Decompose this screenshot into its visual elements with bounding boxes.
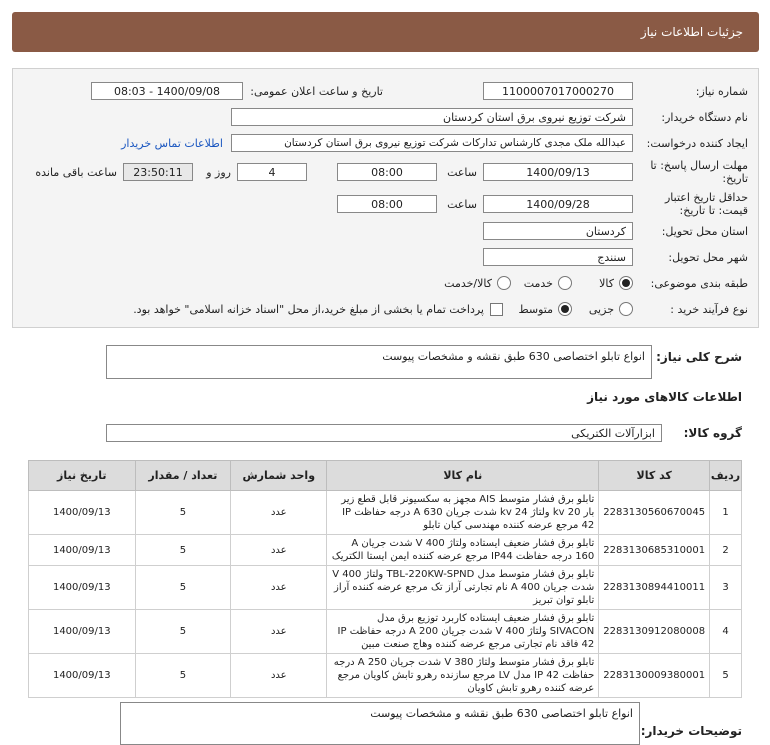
process-label: نوع فرآیند خرید : [670, 302, 748, 316]
cell-unit: عدد [231, 610, 327, 654]
need-number-field[interactable]: 1100007017000270 [483, 82, 633, 100]
category-label: طبقه بندی موضوعی: [650, 276, 748, 290]
goods-group-field[interactable]: ابزارآلات الکتریکی [106, 424, 662, 442]
table-row [29, 610, 742, 654]
process-option-minor-label: جزیی [588, 302, 614, 316]
cell-code: 2283130560670045 [599, 491, 710, 535]
cell-unit: عدد [231, 535, 327, 566]
process-radio-minor[interactable] [619, 302, 633, 316]
cell-name: تابلو برق فشار متوسط AIS مجهز به سکسیونر قابل قطع زیر بار kv 20 ولتاژ kv 24 شدت جریان A 630 درجه حفاظت IP 42 مرجع عرضه کننده مهندسی کیان تابلو [327, 491, 599, 535]
deadline-row [35, 157, 748, 187]
cell-row-number: 1 [710, 491, 742, 535]
days-label: روز و [206, 165, 231, 179]
announce-field[interactable]: 1400/09/08 - 08:03 [91, 82, 243, 100]
days-field[interactable]: 4 [237, 163, 307, 181]
cell-quantity: 5 [135, 654, 231, 698]
treasury-payment-checkbox[interactable] [490, 303, 503, 316]
need-number-row [23, 81, 748, 101]
col-header-quantity: تعداد / مقدار [135, 461, 231, 491]
deadline-time-label: ساعت [447, 165, 477, 179]
cell-date: 1400/09/13 [29, 654, 136, 698]
category-option-goods-label: کالا [599, 276, 614, 290]
goods-table-header [29, 461, 742, 491]
province-field[interactable]: کردستان [483, 222, 633, 240]
validity-label-line2: قیمت: تا تاریخ: [679, 204, 748, 217]
buyer-notes-field[interactable]: انواع تابلو اختصاصی 630 طبق نقشه و مشخصات پیوست [120, 702, 640, 745]
buyer-field[interactable]: شرکت توزیع نیروی برق استان کردستان [231, 108, 633, 126]
cell-row-number: 3 [710, 566, 742, 610]
category-radio-service[interactable] [558, 276, 572, 290]
creator-label: ایجاد کننده درخواست: [646, 136, 748, 150]
cell-row-number: 4 [710, 610, 742, 654]
table-row [29, 566, 742, 610]
validity-row [337, 189, 748, 219]
col-header-unit: واحد شمارش [231, 461, 327, 491]
cell-row-number: 2 [710, 535, 742, 566]
cell-code: 2283130685310001 [599, 535, 710, 566]
cell-date: 1400/09/13 [29, 610, 136, 654]
col-header-name: نام کالا [327, 461, 599, 491]
category-radio-goods[interactable] [619, 276, 633, 290]
goods-group-label: گروه کالا: [683, 426, 742, 440]
col-header-date: تاریخ نیاز [29, 461, 136, 491]
remaining-time-field: 23:50:11 [123, 163, 193, 181]
cell-unit: عدد [231, 654, 327, 698]
validity-date-field[interactable]: 1400/09/28 [483, 195, 633, 213]
cell-name: تابلو برق فشار ضعیف ایستاده ولتاژ V 400 شدت جریان A 160 درجه حفاظت IP44 مرجع عرضه کننده ایمن ایستا الکتریک [327, 535, 599, 566]
cell-quantity: 5 [135, 491, 231, 535]
city-field[interactable]: سنندج [483, 248, 633, 266]
page-header [12, 12, 759, 52]
buyer-notes-label: توضیحات خریدار: [640, 724, 742, 738]
cell-code: 2283130894410011 [599, 566, 710, 610]
creator-row [121, 133, 748, 153]
validity-label [633, 191, 748, 217]
page-title: جزئیات اطلاعات نیاز [640, 25, 743, 39]
province-row [483, 221, 748, 241]
validity-time-field[interactable]: 08:00 [337, 195, 437, 213]
need-number-label: شماره نیاز: [695, 84, 748, 98]
cell-date: 1400/09/13 [29, 535, 136, 566]
cell-name: تابلو برق فشار ضعیف ایستاده کاربرد توزیع برق مدل SIVACON ولتاژ V 400 شدت جریان A 200 درجه حفاظت IP 42 فاقد نام تجارتی مرجع عرضه کننده وهاج صنعت مبین [327, 610, 599, 654]
cell-row-number: 5 [710, 654, 742, 698]
city-row [483, 247, 748, 267]
cell-date: 1400/09/13 [29, 566, 136, 610]
city-label: شهر محل تحویل: [668, 250, 748, 264]
cell-name: تابلو برق فشار متوسط ولتاژ V 380 شدت جریان A 250 درجه حفاظت IP 42 مدل LV مرجع سازنده رهرو تابش کاویان مرجع عرضه کننده رهرو تابش کاویان [327, 654, 599, 698]
deadline-date-field[interactable]: 1400/09/13 [483, 163, 633, 181]
cell-unit: عدد [231, 491, 327, 535]
announce-label: تاریخ و ساعت اعلان عمومی: [250, 84, 383, 98]
deadline-label [633, 159, 748, 185]
creator-field[interactable]: عبدالله ملک مجدی کارشناس تدارکات شرکت توزیع نیروی برق استان کردستان [231, 134, 633, 152]
category-option-goods-service-label: کالا/خدمت [444, 276, 492, 290]
col-header-code: کد کالا [599, 461, 710, 491]
goods-table [28, 460, 742, 698]
category-row [444, 273, 748, 293]
cell-unit: عدد [231, 566, 327, 610]
process-radio-medium[interactable] [558, 302, 572, 316]
table-row [29, 491, 742, 535]
province-label: استان محل تحویل: [661, 224, 748, 238]
cell-quantity: 5 [135, 566, 231, 610]
cell-code: 2283130912080008 [599, 610, 710, 654]
deadline-label-line1: مهلت ارسال پاسخ: تا [650, 159, 748, 172]
category-radio-goods-service[interactable] [497, 276, 511, 290]
col-header-row-number: ردیف [710, 461, 742, 491]
cell-quantity: 5 [135, 610, 231, 654]
cell-quantity: 5 [135, 535, 231, 566]
buyer-row [231, 107, 748, 127]
goods-section-title: اطلاعات کالاهای مورد نیاز [587, 390, 742, 404]
cell-code: 2283130009380001 [599, 654, 710, 698]
deadline-time-field[interactable]: 08:00 [337, 163, 437, 181]
validity-label-line1: حداقل تاریخ اعتبار [664, 191, 748, 204]
table-row [29, 535, 742, 566]
summary-field[interactable]: انواع تابلو اختصاصی 630 طبق نقشه و مشخصات پیوست [106, 345, 652, 379]
need-info-panel [12, 68, 759, 328]
category-option-service-label: خدمت [523, 276, 553, 290]
validity-time-label: ساعت [447, 197, 477, 211]
buyer-contact-link[interactable]: اطلاعات تماس خریدار [121, 136, 223, 150]
treasury-payment-note: پرداخت تمام یا بخشی از مبلغ خرید،از محل "اسناد خزانه اسلامی" خواهد بود. [133, 302, 484, 316]
buyer-label: نام دستگاه خریدار: [661, 110, 748, 124]
cell-date: 1400/09/13 [29, 491, 136, 535]
remaining-label: ساعت باقی مانده [35, 165, 117, 179]
cell-name: تابلو برق فشار متوسط مدل TBL-220KW-SPND ولتاژ V 400 شدت جریان A 400 نام تجارتی آراز تک مرجع عرضه کننده آراز تابلو توان تبریز [327, 566, 599, 610]
deadline-label-line2: تاریخ: [722, 172, 748, 185]
process-option-medium-label: متوسط [518, 302, 553, 316]
table-row [29, 654, 742, 698]
summary-label: شرح کلی نیاز: [656, 350, 742, 364]
process-row [133, 299, 748, 319]
